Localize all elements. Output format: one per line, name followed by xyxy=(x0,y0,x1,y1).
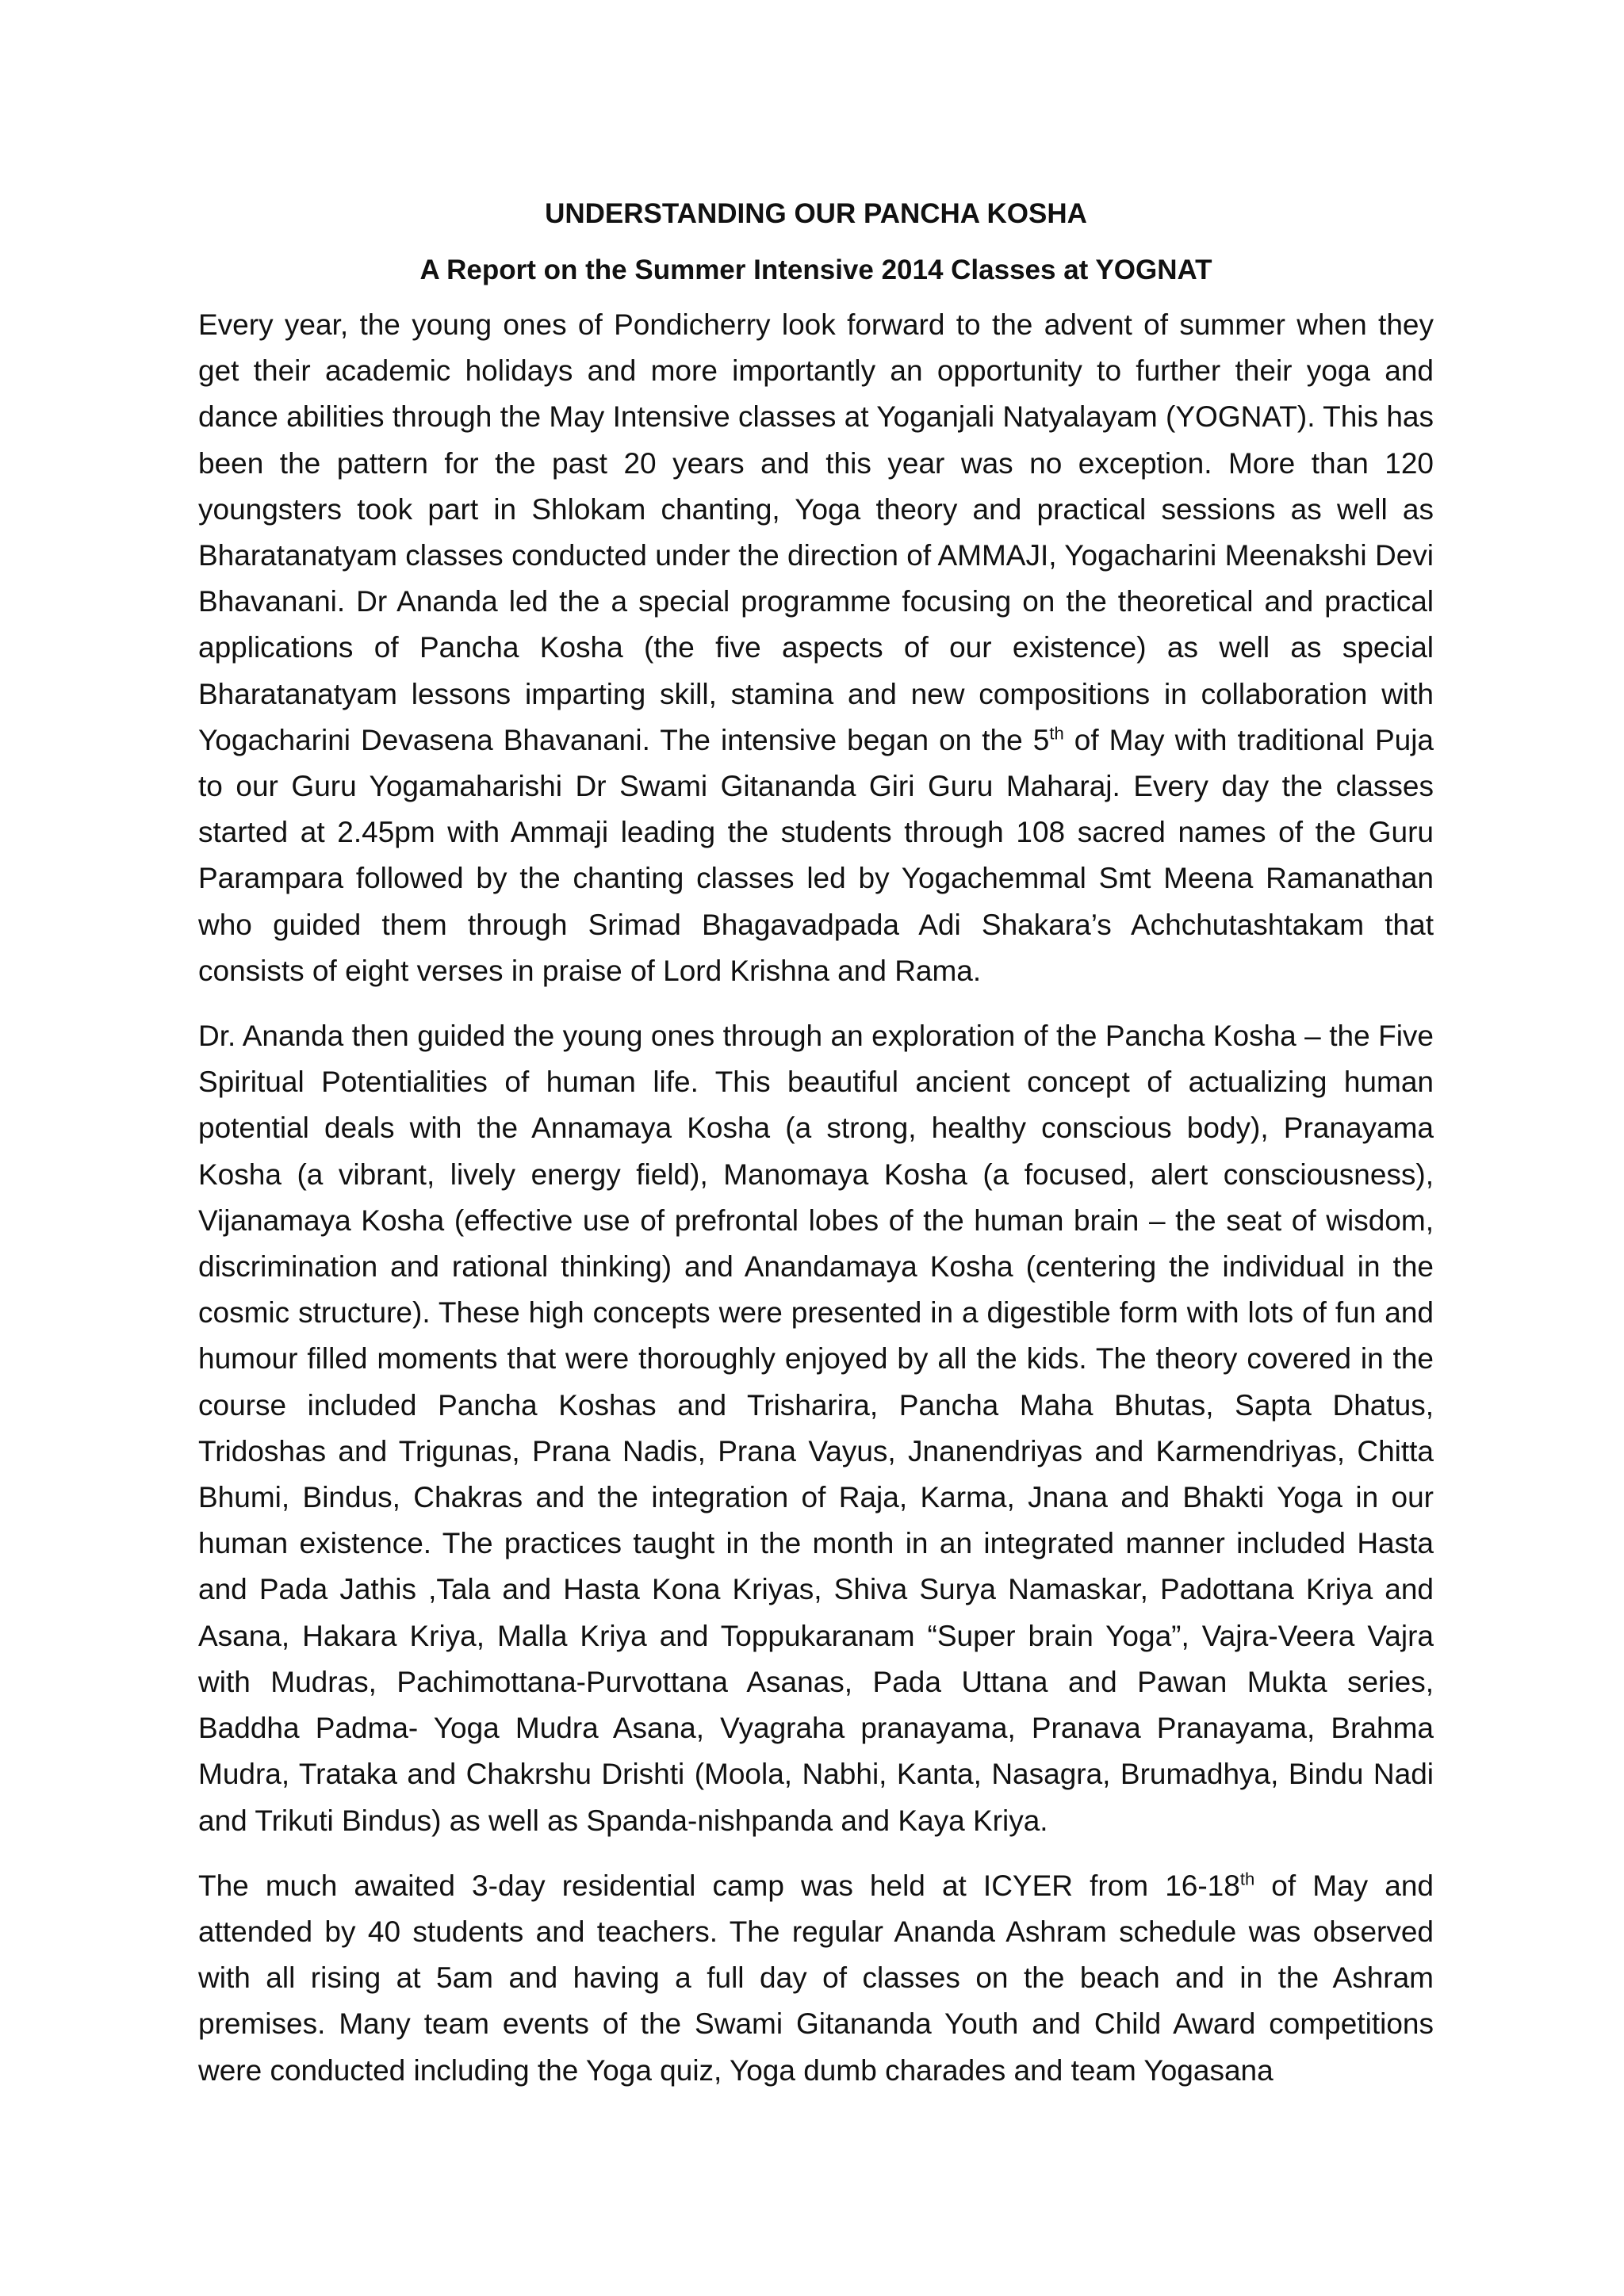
paragraph-1-part-a: Every year, the young ones of Pondicherry look forward to the advent of summer when they get their academic holidays and more importantly an opportunity to further their yoga and dance abilities through the May Intensive classes at Yoganjali Natyalayam (YOGNAT). This has been the pattern for the past 20 years and this year was no exception. More than 120 youngsters took part in Shlokam chanting, Yoga theory and practical sessions as well as Bharatanatyam classes conducted under the direction of AMMAJI, Yogacharini Meenakshi Devi Bhavanani. Dr Ananda led the a special programme focusing on the theoretical and practical applications of Pancha Kosha (the five aspects of our existence) as well as special Bharatanatyam lessons imparting skill, stamina and new compositions in collaboration with Yogacharini Devasena Bhavanani. The intensive began on the 5 xyxy=(198,308,1434,756)
paragraph-2: Dr. Ananda then guided the young ones through an exploration of the Pancha Kosha – the Five Spiritual Potentialities of human life. This beautiful ancient concept of actualizing human potential deals with the Annamaya Kosha (a strong, healthy conscious body), Pranayama Kosha (a vibrant, lively energy field), Manomaya Kosha (a focused, alert consciousness), Vijanamaya Kosha (effective use of prefrontal lobes of the human brain – the seat of wisdom, discrimination and rational thinking) and Anandamaya Kosha (centering the individual in the cosmic structure). These high concepts were presented in a digestible form with lots of fun and humour filled moments that were thoroughly enjoyed by all the kids. The theory covered in the course included Pancha Koshas and Trisharira, Pancha Maha Bhutas, Sapta Dhatus, Tridoshas and Trigunas, Prana Nadis, Prana Vayus, Jnanendriyas and Karmendriyas, Chitta Bhumi, Bindus, Chakras and the integration of Raja, Karma, Jnana and Bhakti Yoga in our human existence. The practices taught in the month in an integrated manner included Hasta and Pada Jathis ,Tala and Hasta Kona Kriyas, Shiva Surya Namaskar, Padottana Kriya and Asana, Hakara Kriya, Malla Kriya and Toppukaranam “Super brain Yoga”, Vajra-Veera Vajra with Mudras, Pachimottana-Purvottana Asanas, Pada Uttana and Pawan Mukta series, Baddha Padma- Yoga Mudra Asana, Vyagraha pranayama, Pranava Pranayama, Brahma Mudra, Trataka and Chakrshu Drishti (Moola, Nabhi, Kanta, Nasagra, Brumadhya, Bindu Nadi and Trikuti Bindus) as well as Spanda-nishpanda and Kaya Kriya. xyxy=(198,1020,1434,1837)
paragraph-1 xyxy=(198,302,1434,994)
document-title: UNDERSTANDING OUR PANCHA KOSHA xyxy=(545,198,1087,229)
ordinal-suffix: th xyxy=(1049,723,1064,744)
paragraph-3 xyxy=(198,1863,1434,2094)
paragraph-3-part-b: of May and attended by 40 students and teachers. The regular Ananda Ashram schedule was observed with all rising at 5am and having a full day of classes on the beach and in the Ashram premises. Many team events of the Swami Gitananda Youth and Child Award competitions were conducted including the Yoga quiz, Yoga dumb charades and team Yogasana xyxy=(198,1869,1434,2087)
paragraph-1-part-b: of May with traditional Puja to our Guru Yogamaharishi Dr Swami Gitananda Giri Guru Maharaj. Every day the classes started at 2.45pm with Ammaji leading the students through 108 sacred names of the Guru Parampara followed by the chanting classes led by Yogachemmal Smt Meena Ramanathan who guided them through Srimad Bhagavadpada Adi Shakara’s Achchutashtakam that consists of eight verses in praise of Lord Krishna and Rama. xyxy=(198,723,1434,987)
paragraph-3-part-a: The much awaited 3-day residential camp was held at ICYER from 16-18 xyxy=(198,1869,1240,1902)
ordinal-suffix: th xyxy=(1239,1869,1255,1889)
document-subtitle: A Report on the Summer Intensive 2014 Classes at YOGNAT xyxy=(419,254,1212,285)
